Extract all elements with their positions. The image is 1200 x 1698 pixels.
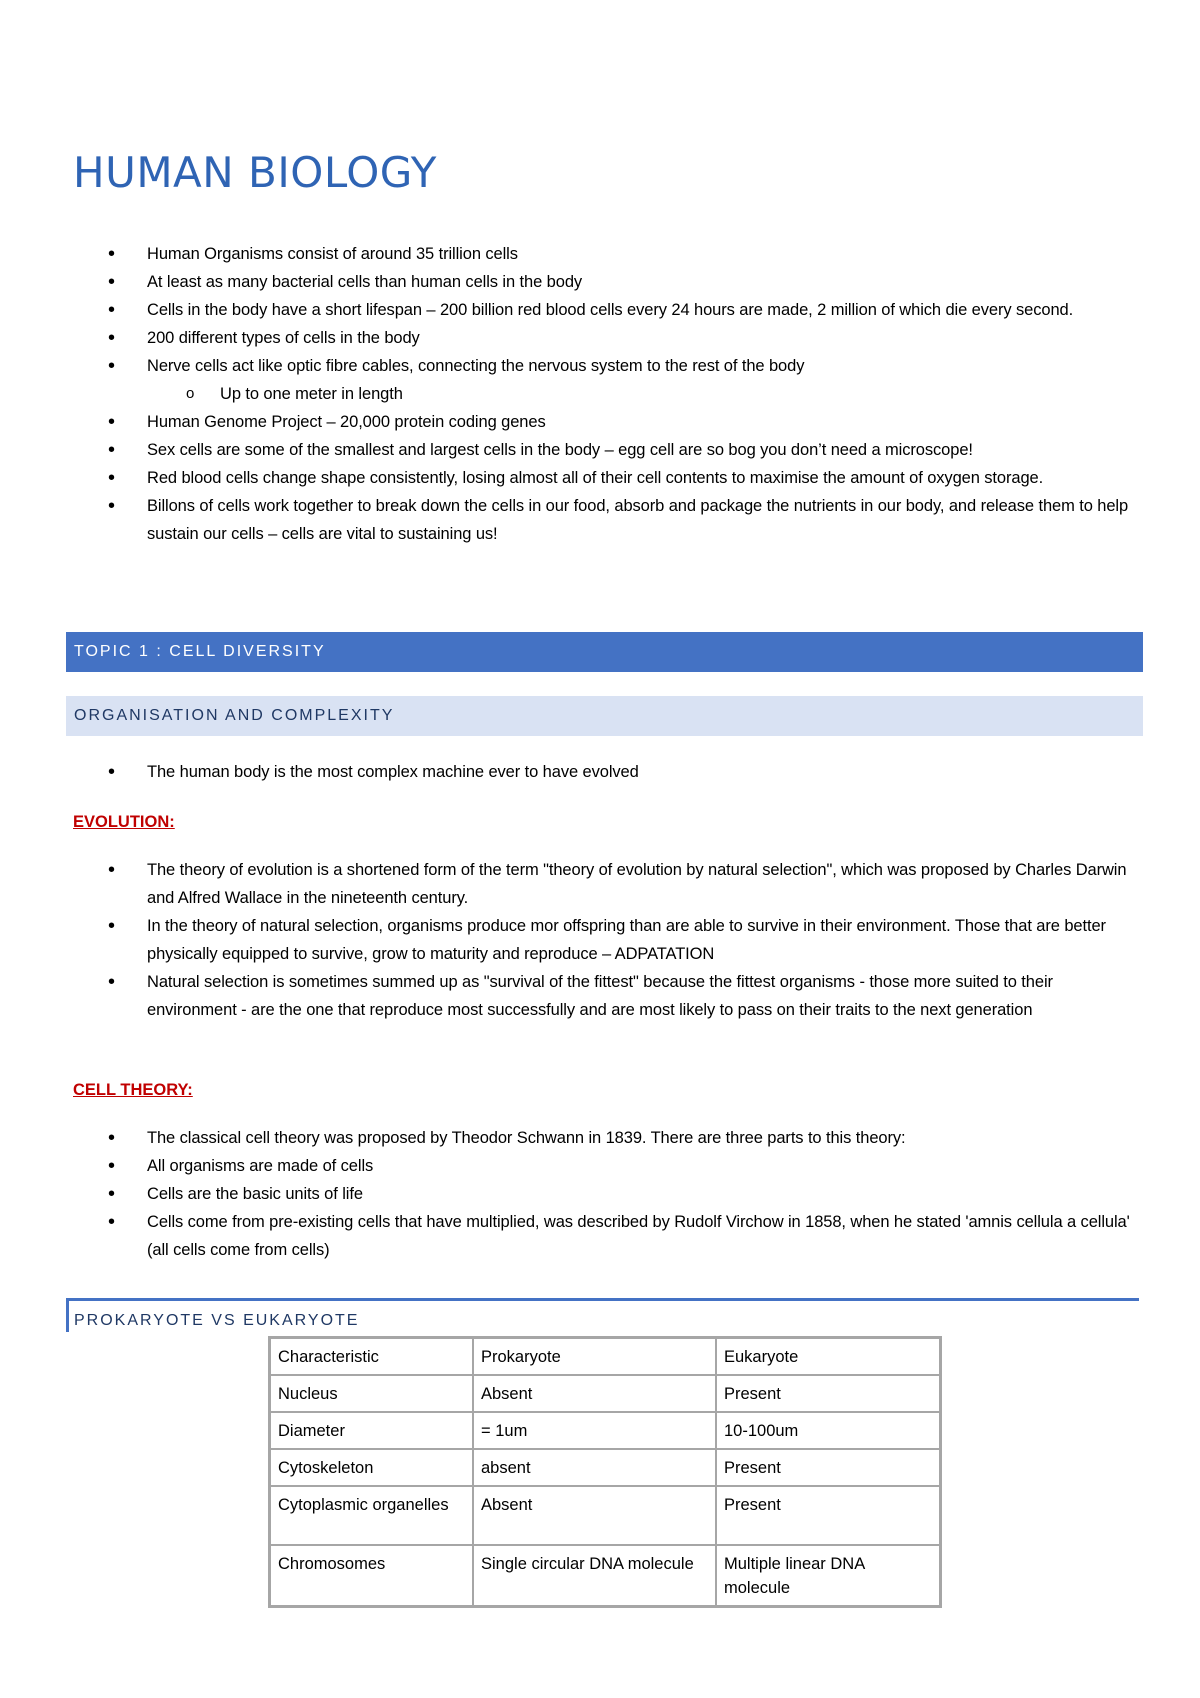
table-cell: Nucleus xyxy=(270,1375,474,1412)
list-item: • 200 different types of cells in the body xyxy=(0,324,1200,352)
table-cell: Single circular DNA molecule xyxy=(473,1545,716,1607)
list-item: • Cells come from pre-existing cells that have multiplied, was described by Rudolf Virchow in 1858, when he stated 'amnis cellula a cellula' (all cells come from cells) xyxy=(0,1208,1200,1264)
table-cell: 10-100um xyxy=(716,1412,941,1449)
table-cell: Present xyxy=(716,1486,941,1545)
list-item: • The human body is the most complex machine ever to have evolved xyxy=(0,758,1200,786)
list-item: • The theory of evolution is a shortened form of the term "theory of evolution by natural selection", which was proposed by Charles Darwin and Alfred Wallace in the nineteenth century. xyxy=(0,856,1200,912)
cell-theory-heading: CELL THEORY: xyxy=(73,1081,193,1099)
list-item: • Cells in the body have a short lifespan – 200 billion red blood cells every 24 hours are made, 2 million of which die every second. xyxy=(0,296,1200,324)
table-header-row xyxy=(270,1338,941,1376)
table-row xyxy=(270,1375,941,1412)
complexity-bullet-list xyxy=(0,758,1200,786)
list-item: • At least as many bacterial cells than human cells in the body xyxy=(0,268,1200,296)
table-cell: Absent xyxy=(473,1375,716,1412)
table-cell: = 1um xyxy=(473,1412,716,1449)
list-item: • Cells are the basic units of life xyxy=(0,1180,1200,1208)
document-title: HUMAN BIOLOGY xyxy=(73,148,437,197)
cell-theory-bullet-list xyxy=(0,1124,1200,1264)
table-cell: Present xyxy=(716,1449,941,1486)
list-item: • In the theory of natural selection, organisms produce mor offspring than are able to survive in their environment. Those that are better physically equipped to survive, grow to maturity and reproduce – ADPATATION xyxy=(0,912,1200,968)
table-cell: Multiple linear DNA molecule xyxy=(716,1545,941,1607)
list-item: • Nerve cells act like optic fibre cables, connecting the nervous system to the rest of the body xyxy=(0,352,1200,380)
table-row xyxy=(270,1486,941,1545)
table-row xyxy=(270,1545,941,1607)
table-header-cell: Characteristic xyxy=(270,1338,474,1376)
table-header-cell: Eukaryote xyxy=(716,1338,941,1376)
sub-list-item: o Up to one meter in length xyxy=(0,380,1200,408)
table-row xyxy=(270,1412,941,1449)
list-item: • Natural selection is sometimes summed up as "survival of the fittest" because the fittest organisms - those more suited to their environment - are the one that reproduce most successfully and are most likely to pass on their traits to the next generation xyxy=(0,968,1200,1024)
table-cell: Chromosomes xyxy=(270,1545,474,1607)
table-cell: Diameter xyxy=(270,1412,474,1449)
comparison-heading: PROKARYOTE VS EUKARYOTE xyxy=(74,1312,360,1329)
list-item: • Billons of cells work together to break down the cells in our food, absorb and package the nutrients in our body, and release them to help sustain our cells – cells are vital to sustaining us! xyxy=(0,492,1200,548)
list-item: • Sex cells are some of the smallest and largest cells in the body – egg cell are so bog you don’t need a microscope! xyxy=(0,436,1200,464)
table-cell: Cytoskeleton xyxy=(270,1449,474,1486)
table-cell: absent xyxy=(473,1449,716,1486)
table-row xyxy=(270,1449,941,1486)
topic-heading: TOPIC 1 : CELL DIVERSITY xyxy=(66,632,1143,672)
evolution-heading: EVOLUTION: xyxy=(73,813,175,831)
table-cell: Absent xyxy=(473,1486,716,1545)
table-header-cell: Prokaryote xyxy=(473,1338,716,1376)
intro-bullet-list xyxy=(0,240,1200,548)
evolution-bullet-list xyxy=(0,856,1200,1024)
list-item: • Red blood cells change shape consistently, losing almost all of their cell contents to maximise the amount of oxygen storage. xyxy=(0,464,1200,492)
comparison-heading-frame xyxy=(66,1298,1139,1332)
section-subheading: ORGANISATION AND COMPLEXITY xyxy=(66,696,1143,736)
list-item: • All organisms are made of cells xyxy=(0,1152,1200,1180)
table-cell: Present xyxy=(716,1375,941,1412)
list-item: • Human Genome Project – 20,000 protein coding genes xyxy=(0,408,1200,436)
table-cell: Cytoplasmic organelles xyxy=(270,1486,474,1545)
comparison-table xyxy=(268,1336,942,1608)
list-item: • The classical cell theory was proposed by Theodor Schwann in 1839. There are three parts to this theory: xyxy=(0,1124,1200,1152)
list-item: • Human Organisms consist of around 35 trillion cells xyxy=(0,240,1200,268)
